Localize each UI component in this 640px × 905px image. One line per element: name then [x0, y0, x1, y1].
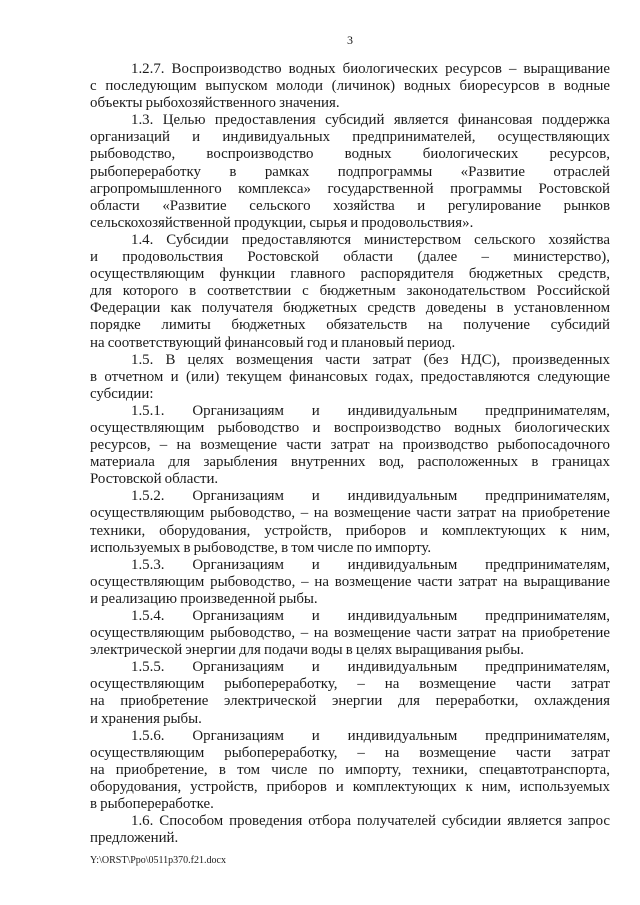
- paragraph-line: осуществляющим рыбопереработку, – на возмещение части затрат: [90, 676, 610, 693]
- paragraph-line: и продовольствия Ростовской области (далее – министерство),: [90, 249, 610, 266]
- paragraph-line: предложений.: [90, 830, 179, 847]
- paragraph-line: 1.3. Целью предоставления субсидий является финансовая поддержка: [131, 112, 610, 129]
- paragraph-line: 1.5.2. Организациям и индивидуальным предпринимателям,: [131, 488, 610, 505]
- paragraph-line: сельскохозяйственной продукции, сырья и продовольствия».: [90, 214, 474, 231]
- paragraph-line: рыбоводство, воспроизводство водных биологических ресурсов,: [90, 146, 610, 163]
- paragraph-1-5-2: [90, 488, 610, 556]
- paragraph-line: области «Развитие сельского хозяйства и регулирование рынков: [90, 197, 610, 214]
- paragraph-line: на соответствующий финансовый год и плановый период.: [90, 334, 456, 351]
- paragraph-line: техники, оборудования, устройств, приборов и комплектующих к ним,: [90, 522, 610, 539]
- paragraph-line: субсидии:: [90, 385, 154, 402]
- paragraph-line: 1.5.1. Организациям и индивидуальным предпринимателям,: [131, 402, 610, 419]
- paragraph-line: объекты рыбохозяйственного значения.: [90, 95, 340, 112]
- paragraph-line: и хранения рыбы.: [90, 710, 202, 727]
- paragraph-line: 1.5.3. Организациям и индивидуальным предпринимателям,: [131, 556, 610, 573]
- paragraph-line: порядке лимиты бюджетных обязательств на получение субсидий: [90, 317, 610, 334]
- paragraph-line: на приобретение электрической энергии для переработки, охлаждения: [90, 693, 610, 710]
- paragraph-line: материала для зарыбления внутренних вод, расположенных в границах: [90, 454, 610, 471]
- paragraph-1-5-6: [90, 728, 610, 813]
- footer-file-path: Y:\ORST\Ppo\0511p370.f21.docx: [90, 855, 226, 866]
- paragraph-1-5-5: [90, 659, 610, 727]
- paragraph-line: ресурсов, – на возмещение части затрат на производство рыбопосадочного: [90, 437, 610, 454]
- paragraph-line: осуществляющим рыбоводство, – на возмещение части затрат на приобретение: [90, 625, 610, 642]
- paragraph-1-4: [90, 232, 610, 352]
- paragraph-line: для которого в соответствии с бюджетным законодательством Российской: [90, 283, 610, 300]
- paragraph-line: с последующим выпуском молоди (личинок) водных биоресурсов в водные: [90, 78, 610, 95]
- paragraph-line: организаций и индивидуальных предпринимателей, осуществляющих: [90, 129, 610, 146]
- paragraph-line: 1.2.7. Воспроизводство водных биологических ресурсов – выращивание: [131, 61, 610, 77]
- paragraph-1-5: [90, 352, 610, 403]
- paragraph-1-5-1: [90, 403, 610, 488]
- paragraph-line: осуществляющим рыбопереработку, – на возмещение части затрат: [90, 744, 610, 761]
- paragraph-line: на приобретение, в том числе по импорту, техники, спецавтотранспорта,: [90, 761, 610, 778]
- paragraph-line: 1.5.4. Организациям и индивидуальным предпринимателям,: [131, 608, 610, 624]
- paragraph-line: Федерации как получателя бюджетных средств доведены в установленном: [90, 300, 610, 317]
- paragraph-line: осуществляющим функции главного распорядителя бюджетных средств,: [90, 266, 610, 283]
- paragraph-line: в рыбопереработке.: [90, 796, 214, 813]
- paragraph-1-5-4: [90, 608, 610, 659]
- paragraph-line: рыбопереработку в рамках подпрограммы «Развитие отраслей: [90, 163, 610, 180]
- paragraph-1-2-7: [90, 61, 610, 112]
- paragraph-line: 1.4. Субсидии предоставляются министерством сельского хозяйства: [131, 231, 610, 248]
- paragraph-1-5-3: [90, 557, 610, 608]
- paragraph-line: осуществляющим рыбоводство, – на возмещение части затрат на приобретение: [90, 505, 610, 522]
- paragraph-line: в отчетном и (или) текущем финансовых годах, предоставляются следующие: [90, 368, 610, 385]
- paragraph-line: 1.5.6. Организациям и индивидуальным предпринимателям,: [131, 727, 610, 744]
- document-body: [90, 61, 610, 847]
- page-number: 3: [347, 33, 353, 47]
- paragraph-line: 1.5.5. Организациям и индивидуальным предпринимателям,: [131, 659, 610, 676]
- paragraph-line: осуществляющим рыбоводство и воспроизводство водных биологических: [90, 419, 610, 436]
- paragraph-line: и реализацию произведенной рыбы.: [90, 590, 318, 607]
- paragraph-line: электрической энергии для подачи воды в целях выращивания рыбы.: [90, 642, 524, 659]
- paragraph-line: агропромышленного комплекса» государственной программы Ростовской: [90, 180, 610, 197]
- paragraph-line: оборудования, устройств, приборов и комплектующих к ним, используемых: [90, 778, 610, 795]
- paragraph-line: Ростовской области.: [90, 471, 219, 488]
- paragraph-line: 1.6. Способом проведения отбора получателей субсидии является запрос: [131, 813, 610, 830]
- paragraph-1-3: [90, 112, 610, 232]
- paragraph-1-6: [90, 813, 610, 847]
- paragraph-line: 1.5. В целях возмещения части затрат (без НДС), произведенных: [131, 351, 610, 368]
- paragraph-line: используемых в рыбоводстве, в том числе по импорту.: [90, 539, 432, 556]
- paragraph-line: осуществляющим рыбоводство, – на возмещение части затрат на выращивание: [90, 573, 610, 590]
